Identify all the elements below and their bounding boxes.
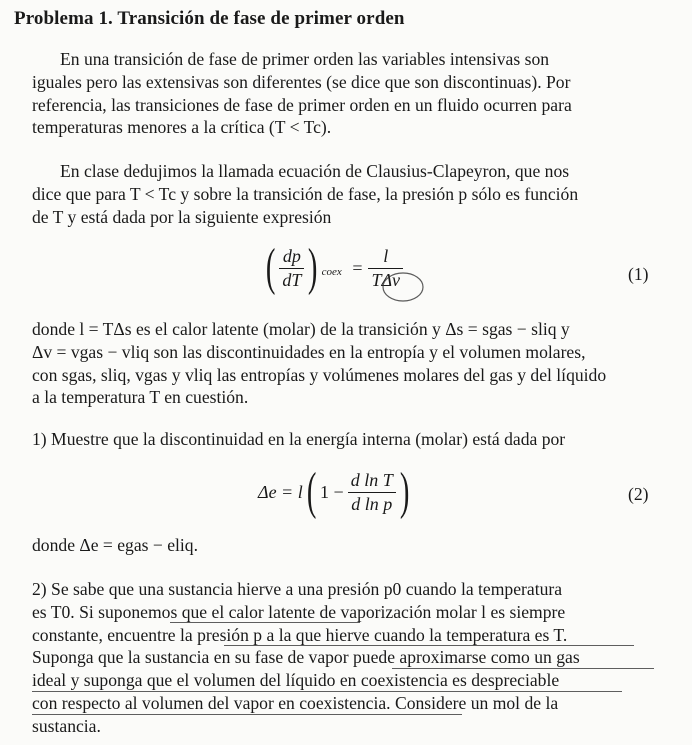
equation-clausius-clapeyron: ( $\frac{dp}{dT}$ ) $_{coex}$ = $\frac{l}{\text{TΔv}}$ [262, 242, 403, 294]
definitions-paragraph [32, 318, 654, 409]
text-line: es T0. Si suponemos que el calor latente de vaporización molar l es siempre [32, 601, 566, 622]
text-line: Suponga que la sustancia en su fase de vapor puede aproximarse como un gas [32, 647, 580, 668]
latent-heat-fraction: $\frac{l}{\text{TΔv}}$ [368, 246, 403, 291]
equation-number-1: (1) [628, 264, 649, 284]
text-line: con respecto al volumen del vapor en coexistencia. Considere un mol de la [32, 692, 559, 713]
clausius-paragraph [32, 160, 654, 228]
handwritten-underline [392, 668, 654, 669]
text-line: de T y está dada por la siguiente expresión [32, 206, 332, 227]
text-line: Δv = vgas − vliq son las discontinuidades en la entropía y el volumen molares, [32, 341, 586, 362]
text-line: donde l = TΔs es el calor latente (molar) de la transición y Δs = sgas − sliq y [32, 319, 570, 339]
question-1 [32, 428, 654, 451]
text-line: En una transición de fase de primer orden las variables intensivas son [60, 49, 550, 69]
handwritten-underline [32, 691, 622, 692]
derivative-fraction: $\frac{dp}{dT}$ [279, 246, 304, 291]
handwritten-underline [224, 645, 634, 646]
equation-internal-energy: Δe = l( 1 − $\frac{\text{d ln T}}{\text{d ln p}}$ ) [258, 463, 410, 520]
handwritten-underline [32, 714, 462, 715]
intro-paragraph [32, 48, 654, 139]
text-line: temperaturas menores a la crítica (T < Tc). [32, 117, 332, 138]
hand-drawn-circle [380, 270, 428, 304]
text-line: iguales pero las extensivas son diferentes (se dice que son discontinuas). Por [32, 71, 571, 92]
text-line: ideal y suponga que el volumen del líquido en coexistencia es despreciable [32, 670, 560, 691]
handwritten-underline [170, 622, 360, 623]
text-line: dice que para T < Tc y sobre la transición de fase, la presión p sólo es función [32, 183, 579, 204]
text-line: referencia, las transiciones de fase de primer orden en un fluido ocurren para [32, 94, 572, 115]
text-line: 1) Muestre que la discontinuidad en la energía interna (molar) está dada por [32, 429, 566, 449]
log-derivative-fraction: $\frac{\text{d ln T}}{\text{d ln p}}$ [348, 470, 396, 515]
text-line: donde Δe = egas − eliq. [32, 535, 198, 555]
problem-title: Problema 1. Transición de fase de primer orden [14, 8, 405, 29]
text-line: 2) Se sabe que una sustancia hierve a una presión p0 cuando la temperatura [32, 579, 563, 599]
text-line: sustancia. [32, 715, 101, 736]
delta-e-definition [32, 534, 654, 557]
text-line: a la temperatura T en cuestión. [32, 387, 249, 408]
text-line: con sgas, sliq, vgas y vliq las entropías y volúmenes molares del gas y del líquido [32, 364, 607, 385]
coex-subscript: coex [321, 266, 342, 279]
text-line: En clase dedujimos la llamada ecuación de Clausius-Clapeyron, que nos [60, 161, 570, 181]
equation-number-2: (2) [628, 484, 649, 504]
text-line: constante, encuentre la presión p a la que hierve cuando la temperatura es T. [32, 624, 568, 645]
